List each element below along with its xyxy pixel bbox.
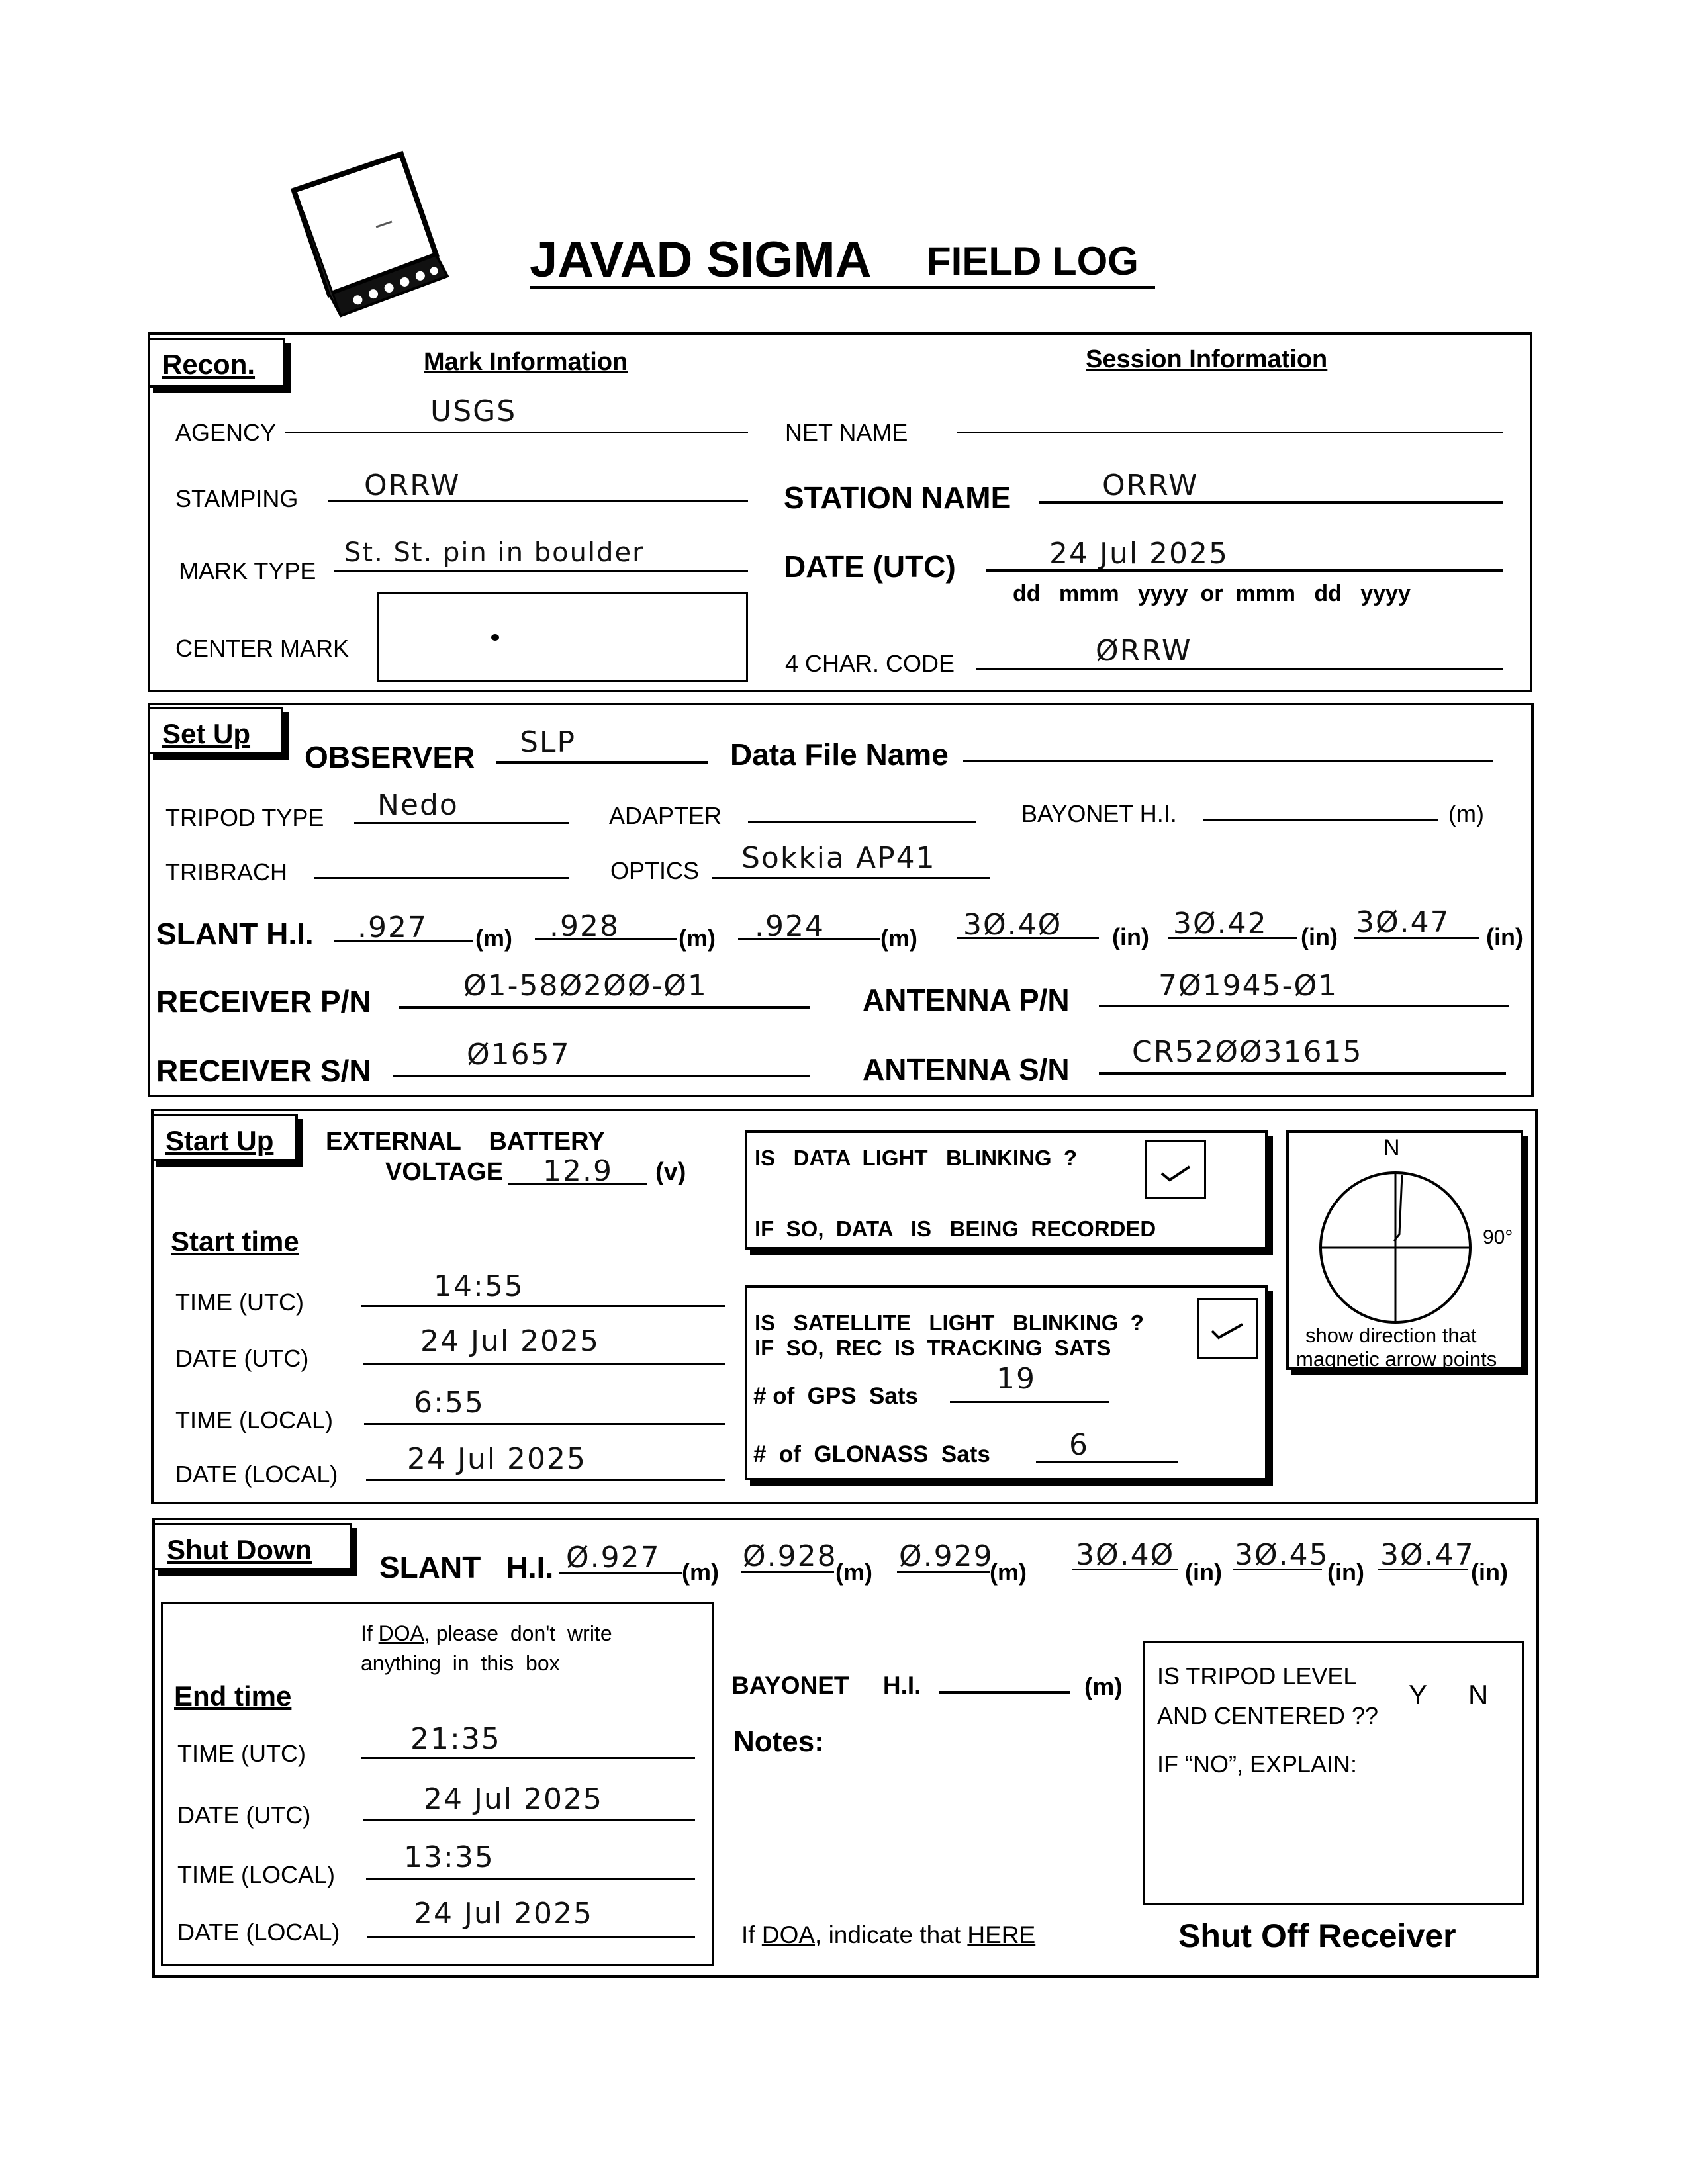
setup-slant-hi-label: SLANT H.I. [156,917,314,951]
shutdown-slant-unit-4: (in) [1185,1559,1222,1586]
mark-type-label: MARK TYPE [179,557,316,584]
shutdown-slant-field-1[interactable]: Ø.927 [566,1541,661,1574]
optics-line [712,877,990,879]
end-date-utc-line [363,1819,695,1821]
tripod-explain-area[interactable] [1157,1787,1508,1893]
setup-slant-unit-4: (in) [1112,923,1149,950]
stamping-label: STAMPING [175,485,299,512]
setup-slant-unit-3: (m) [880,925,917,952]
data-file-name-label: Data File Name [730,737,949,772]
start-date-local-label: DATE (LOCAL) [175,1461,338,1488]
mark-type-line [334,570,748,572]
setup-slant-field-4[interactable]: 3Ø.4Ø [963,908,1062,942]
setup-tab: Set Up [148,707,283,754]
satellite-light-question: IS SATELLITE LIGHT BLINKING ? [755,1310,1144,1335]
observer-line [496,761,708,764]
station-name-label: STATION NAME [784,480,1011,515]
shutdown-slant-field-3[interactable]: Ø.929 [899,1539,994,1573]
compass-rose[interactable] [1309,1161,1481,1334]
setup-slant-unit-6: (in) [1486,923,1523,950]
notes-area[interactable] [731,1767,1129,1899]
optics-field[interactable]: Sokkia AP41 [741,841,936,875]
gps-sats-label: # of GPS Sats [753,1383,918,1409]
compass-north-label: N [1383,1135,1400,1160]
end-time-utc-line [361,1757,695,1759]
bayonet-hi-line [1203,819,1438,821]
start-time-local-label: TIME (LOCAL) [175,1406,334,1433]
tripod-level-yes-option[interactable]: Y [1409,1679,1428,1710]
station-name-field[interactable]: ORRW [1102,469,1199,502]
data-file-name-line [963,760,1493,762]
mark-type-field[interactable]: St. St. pin in boulder [344,537,645,568]
shutdown-tab: Shut Down [152,1523,352,1570]
receiver-sn-line [393,1075,810,1077]
shutdown-slant-field-4[interactable]: 3Ø.4Ø [1076,1538,1175,1572]
setup-slant-unit-5: (in) [1301,923,1338,950]
start-date-local-field[interactable]: 24 Jul 2025 [407,1442,587,1476]
shutdown-slant-unit-5: (in) [1327,1559,1364,1586]
shutdown-slant-unit-2: (m) [835,1559,872,1586]
form-title: JAVAD SIGMA [530,232,872,288]
setup-slant-field-3[interactable]: .924 [755,909,825,943]
doa-indicate-line[interactable]: If DOA, indicate that HERE [741,1921,1036,1948]
bayonet-hi-unit: (m) [1448,800,1484,827]
start-time-local-line [364,1423,725,1425]
tripod-explain-label: IF “NO”, EXPLAIN: [1157,1751,1358,1778]
tripod-level-no-option[interactable]: N [1468,1679,1489,1710]
setup-slant-unit-2: (m) [679,925,716,952]
antenna-pn-field[interactable]: 7Ø1945-Ø1 [1158,969,1338,1003]
receiver-pn-field[interactable]: Ø1-58Ø2ØØ-Ø1 [463,969,708,1003]
satellite-light-checkbox[interactable] [1197,1298,1258,1359]
receiver-pn-line [399,1006,810,1009]
start-time-utc-label: TIME (UTC) [175,1289,304,1316]
shutdown-slant-unit-3: (m) [990,1559,1027,1586]
shutdown-slant-field-6[interactable]: 3Ø.47 [1380,1538,1475,1572]
receiver-device-illustration [278,149,463,318]
start-date-utc-label: DATE (UTC) [175,1345,309,1372]
shutdown-bayonet-line [939,1691,1070,1694]
tripod-type-label: TRIPOD TYPE [165,804,324,831]
glonass-sats-label: # of GLONASS Sats [753,1441,990,1467]
end-date-utc-label: DATE (UTC) [177,1801,311,1829]
end-date-local-field[interactable]: 24 Jul 2025 [414,1897,594,1931]
center-mark-label: CENTER MARK [175,635,350,662]
notes-label: Notes: [733,1725,824,1758]
adapter-line [748,821,976,823]
center-mark-dot [491,634,499,641]
end-time-header: End time [174,1680,292,1711]
recon-tab: Recon. [148,338,285,388]
agency-field[interactable]: USGS [430,394,517,428]
end-time-local-field[interactable]: 13:35 [404,1841,494,1874]
mark-information-header: Mark Information [424,348,628,376]
net-name-label: NET NAME [785,419,908,446]
setup-slant-field-2[interactable]: .928 [549,909,620,943]
receiver-sn-field[interactable]: Ø1657 [467,1038,571,1071]
start-time-utc-field[interactable]: 14:55 [434,1269,524,1303]
checkmark-icon [1147,1142,1204,1197]
agency-line [285,432,748,433]
setup-slant-field-5[interactable]: 3Ø.42 [1173,907,1268,940]
doa-note-line2: anything in this box [361,1651,560,1675]
battery-voltage-field[interactable]: 12.9 [543,1154,613,1188]
agency-label: AGENCY [175,419,277,446]
end-date-local-line [367,1936,695,1938]
start-date-local-line [366,1479,725,1481]
net-name-line [957,432,1503,433]
setup-slant-field-6[interactable]: 3Ø.47 [1356,905,1450,939]
antenna-sn-field[interactable]: CR52ØØ31615 [1132,1035,1363,1069]
center-mark-box[interactable] [377,592,748,682]
compass-caption-2: magnetic arrow points [1296,1347,1497,1371]
compass-90-label: 90° [1483,1226,1513,1248]
data-light-note: IF SO, DATA IS BEING RECORDED [755,1216,1156,1241]
start-date-utc-line [363,1363,725,1365]
receiver-pn-label: RECEIVER P/N [156,984,371,1019]
char-code-label: 4 CHAR. CODE [785,650,955,677]
startup-tab: Start Up [151,1114,298,1161]
char-code-line [976,668,1503,670]
date-format-hint: dd mmm yyyy or mmm dd yyyy [1013,581,1411,606]
data-light-question: IS DATA LIGHT BLINKING ? [755,1146,1078,1170]
title-underline [530,286,1155,289]
shutdown-bayonet-unit: (m) [1084,1673,1123,1700]
shutdown-slant-hi-label: SLANT H.I. [379,1550,554,1584]
battery-voltage-label: VOLTAGE [385,1158,504,1186]
end-time-local-label: TIME (LOCAL) [177,1861,336,1888]
doa-note-line1: If DOA, please don't write [361,1621,612,1645]
tripod-level-question-1: IS TRIPOD LEVEL [1157,1662,1357,1690]
tribrach-label: TRIBRACH [165,858,288,886]
satellite-light-note: IF SO, REC IS TRACKING SATS [755,1336,1111,1360]
observer-field[interactable]: SLP [520,725,576,759]
antenna-sn-line [1099,1072,1506,1075]
shutdown-bayonet-label: BAYONET H.I. [731,1672,921,1699]
shutdown-slant-unit-1: (m) [682,1559,719,1586]
end-date-local-label: DATE (LOCAL) [177,1919,340,1946]
gps-sats-field[interactable]: 19 [996,1362,1036,1396]
antenna-pn-line [1099,1005,1509,1007]
start-time-utc-line [361,1305,725,1307]
shutdown-slant-field-2[interactable]: Ø.928 [743,1539,837,1573]
glonass-sats-field[interactable]: 6 [1069,1428,1089,1462]
start-time-header: Start time [171,1226,299,1257]
session-information-header: Session Information [1086,345,1328,373]
checkmark-icon [1199,1300,1256,1357]
date-utc-field[interactable]: 24 Jul 2025 [1049,537,1229,570]
tribrach-line [314,877,569,879]
tripod-type-line [354,822,569,824]
shut-off-receiver-label: Shut Off Receiver [1178,1917,1456,1954]
date-utc-label: DATE (UTC) [784,549,956,584]
stamping-field[interactable]: ORRW [364,469,461,502]
tripod-level-question-2: AND CENTERED ?? [1157,1702,1379,1729]
end-time-local-line [366,1878,695,1880]
end-date-utc-field[interactable]: 24 Jul 2025 [424,1782,604,1816]
antenna-sn-label: ANTENNA S/N [863,1052,1070,1087]
observer-label: OBSERVER [305,740,475,774]
end-time-utc-field[interactable]: 21:35 [410,1722,501,1756]
glonass-sats-line [1036,1461,1178,1463]
compass-caption-1: show direction that [1305,1324,1477,1347]
tripod-type-field[interactable]: Nedo [377,788,459,822]
shutdown-slant-field-5[interactable]: 3Ø.45 [1235,1538,1329,1572]
end-time-utc-label: TIME (UTC) [177,1740,306,1767]
setup-slant-field-1[interactable]: .927 [357,911,428,944]
gps-sats-line [950,1401,1109,1403]
form-subtitle: FIELD LOG [927,239,1139,283]
optics-label: OPTICS [610,857,700,884]
adapter-label: ADAPTER [609,802,722,829]
start-time-local-field[interactable]: 6:55 [414,1386,485,1420]
receiver-sn-label: RECEIVER S/N [156,1054,371,1088]
shutdown-slant-unit-6: (in) [1471,1559,1508,1586]
start-date-utc-field[interactable]: 24 Jul 2025 [420,1324,600,1358]
data-light-checkbox[interactable] [1145,1140,1206,1199]
battery-voltage-unit: (v) [655,1158,686,1186]
char-code-field[interactable]: ØRRW [1096,634,1192,668]
setup-slant-unit-1: (m) [475,925,512,952]
antenna-pn-label: ANTENNA P/N [863,983,1070,1017]
bayonet-hi-label: BAYONET H.I. [1021,800,1177,827]
battery-label-line1: EXTERNAL BATTERY [326,1128,605,1156]
